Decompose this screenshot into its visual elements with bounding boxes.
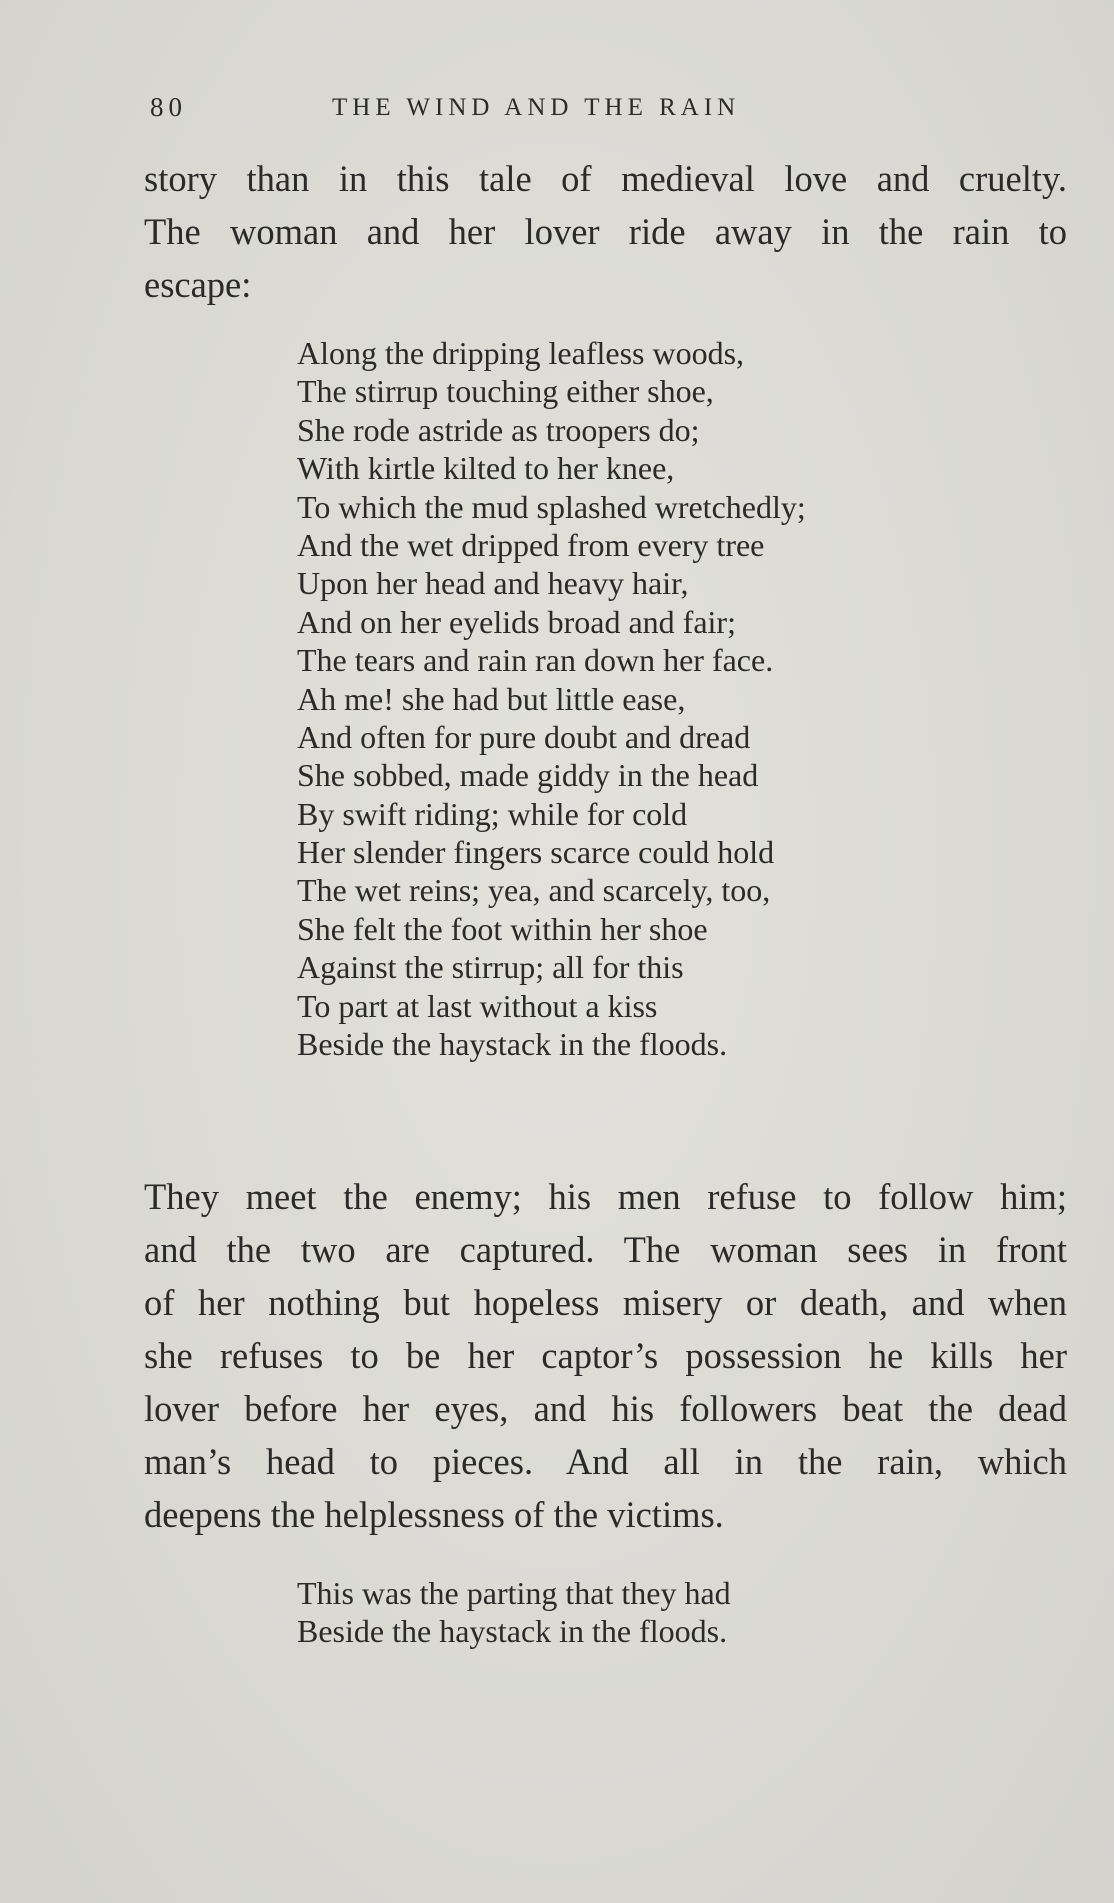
verse-line: Beside the haystack in the floods. <box>297 1613 728 1650</box>
text-line: of her nothing but hopeless misery or death, and when <box>144 1282 1067 1323</box>
verse-line: Against the stirrup; all for this <box>297 949 684 986</box>
running-title: THE WIND AND THE RAIN <box>332 94 741 121</box>
text-line: man’s head to pieces. And all in the rain, which <box>144 1441 1067 1482</box>
verse-line: To part at last without a kiss <box>297 987 658 1024</box>
verse-line: And on her eyelids broad and fair; <box>297 603 736 640</box>
text-line: lover before her eyes, and his followers beat the dead <box>144 1388 1067 1429</box>
verse-line: She sobbed, made giddy in the head <box>297 757 759 794</box>
verse-line: With kirtle kilted to her knee, <box>297 450 675 487</box>
paragraph-intro <box>144 152 1067 311</box>
text-line: The woman and her lover ride away in the rain to <box>144 211 1067 252</box>
paragraph-narrative <box>144 1170 1067 1541</box>
text-line: escape: <box>144 264 252 305</box>
verse-line: She felt the foot within her shoe <box>297 910 708 947</box>
verse-line: Upon her head and heavy hair, <box>297 565 689 602</box>
verse-line: The stirrup touching either shoe, <box>297 373 714 410</box>
verse-line: Her slender fingers scarce could hold <box>297 834 775 871</box>
verse-line: And the wet dripped from every tree <box>297 526 765 563</box>
text-line: deepens the helplessness of the victims. <box>144 1494 724 1535</box>
verse-line: Along the dripping leafless woods, <box>297 335 745 371</box>
verse-line: To which the mud splashed wretchedly; <box>297 488 806 525</box>
verse-line: The tears and rain ran down her face. <box>297 642 774 679</box>
verse-line: And often for pure doubt and dread <box>297 718 751 755</box>
text-line: They meet the enemy; his men refuse to follow him; <box>144 1176 1067 1217</box>
text-line: story than in this tale of medieval love and cruelty. <box>144 158 1067 199</box>
verse-line: She rode astride as troopers do; <box>297 411 700 448</box>
verse-line: Beside the haystack in the floods. <box>297 1026 728 1063</box>
page-number: 80 <box>150 92 187 122</box>
verse-refrain <box>297 1574 731 1651</box>
running-head <box>144 86 874 136</box>
verse-quotation <box>297 334 806 1063</box>
verse-line: By swift riding; while for cold <box>297 795 688 832</box>
verse-line: The wet reins; yea, and scarcely, too, <box>297 872 771 909</box>
text-line: and the two are captured. The woman sees in front <box>144 1229 1067 1270</box>
verse-line: Ah me! she had but little ease, <box>297 680 686 717</box>
text-line: she refuses to be her captor’s possession he kills her <box>144 1335 1067 1376</box>
verse-line: This was the parting that they had <box>297 1575 731 1611</box>
